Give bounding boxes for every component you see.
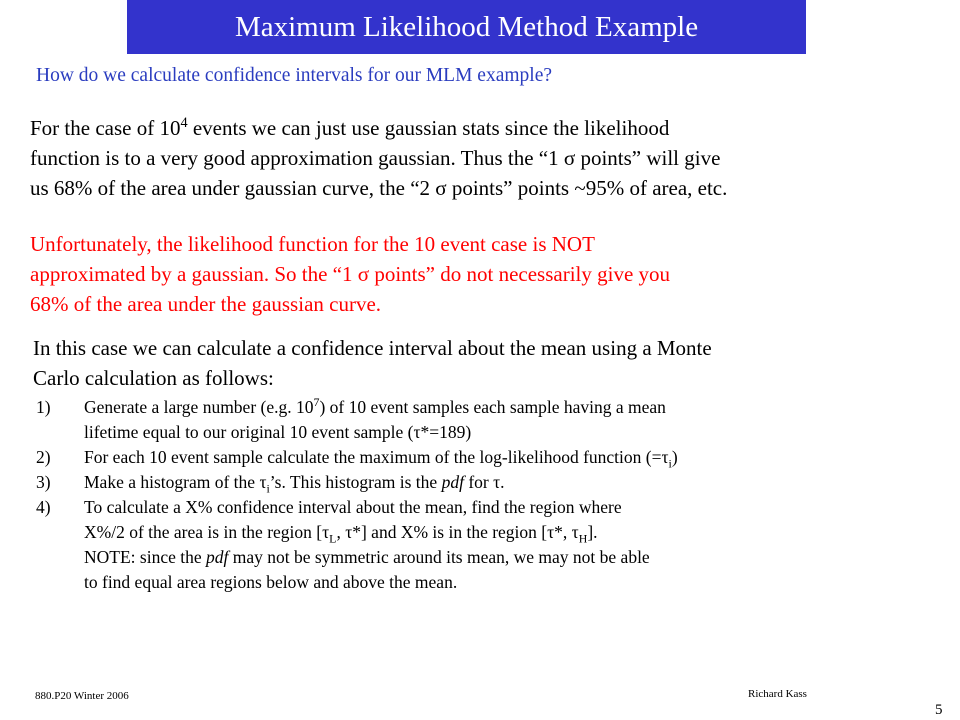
tau-symbol: τ [493,472,501,492]
steps-list [36,395,916,595]
tau-symbol: τ [413,422,421,442]
sigma-symbol: σ [357,262,370,286]
gaussian-paragraph: For the case of $10^4$ events we can just use gaussian stats since the likelihood function is to a very good approximation gaussian. Thus the “1 σ points” will give us 68% of the area under gaussian curve, the “2 σ points” points ~95% of area, etc. [30,115,728,200]
slide-title-bar [127,0,806,54]
tau-symbol: τ [322,522,330,542]
list-item: 4) To calculate a X% confidence interval about the mean, find the region where X%/2 of the area is in the region [$\tau_L$, τ*] and X% is in the region [τ*, $\tau_H$]. NOTE: since the pdf may not be symmetric around its mean, we may not be able to find equal area regions below and above the mean. [36,497,650,592]
tau-symbol: τ [345,522,353,542]
slide-title: Maximum Likelihood Method Example [234,10,699,43]
list-item: 1) Generate a large number (e.g. $10^7$) of 10 event samples each sample having a mean lifetime equal to our original 10 event sample (τ*=189) [36,395,666,442]
tau-symbol: τ [259,472,267,492]
monte-carlo-intro: In this case we can calculate a confidence interval about the mean using a Monte Carlo calculation as follows: [33,336,712,390]
warning-paragraph: Unfortunately, the likelihood function for the 10 event case is NOT approximated by a gaussian. So the “1 σ points” do not necessarily give you 68% of the area under the gaussian curve. [30,232,671,316]
list-item: 2) For each 10 event sample calculate the maximum of the log-likelihood function $(=\tau_i)$ [36,447,678,471]
sigma-symbol: σ [563,146,576,170]
tau-symbol: τ [661,447,669,467]
question-text: How do we calculate confidence intervals for our MLM example? [36,65,553,86]
sigma-symbol: σ [435,176,447,200]
page-number: 5 [935,702,943,718]
list-item: 3) Make a histogram of the $\tau_i’s$. This histogram is the pdf for τ. [36,472,505,496]
author-footer: Richard Kass [748,688,807,700]
tau-symbol: τ [547,522,555,542]
tau-symbol: τ [571,522,579,542]
course-footer: 880.P20 Winter 2006 [35,690,129,702]
